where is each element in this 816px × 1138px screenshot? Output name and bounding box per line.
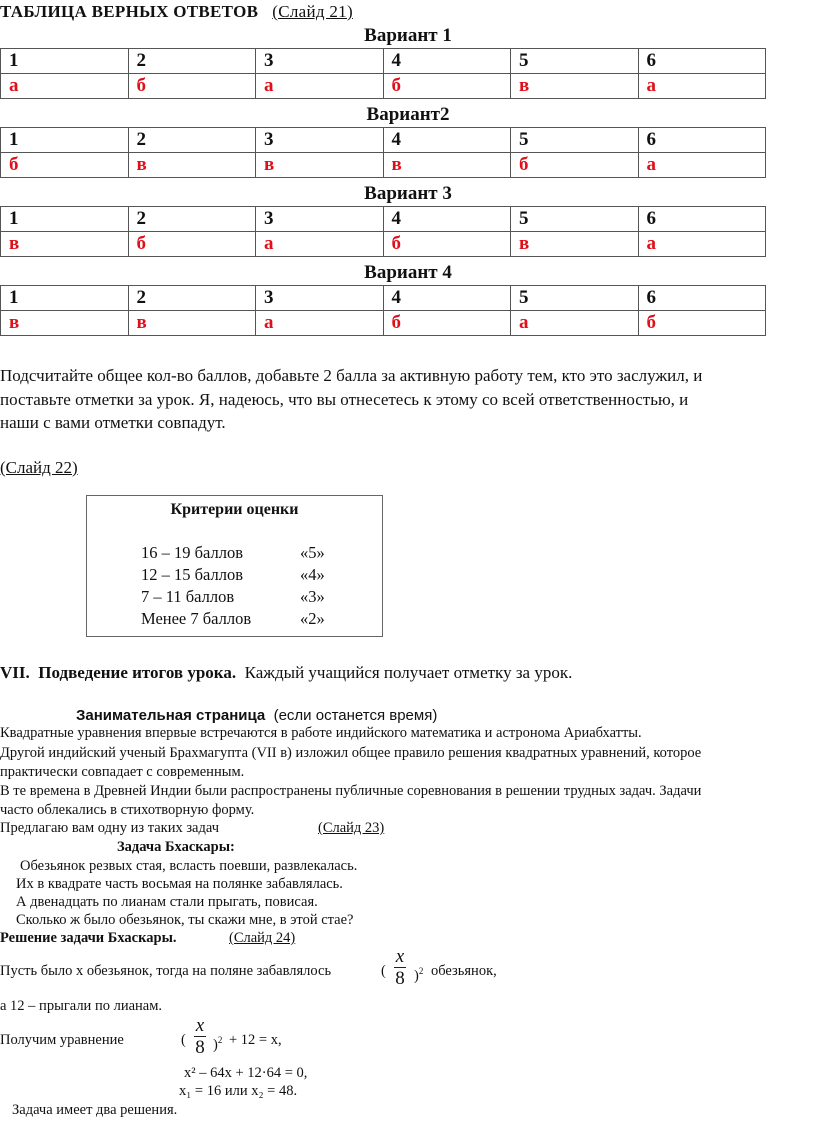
answer-cell: а [1,74,129,99]
fraction-denominator: 8 [195,1037,205,1058]
slide-21-link: (Слайд 21) [272,2,353,21]
solution-conclusion: Задача имеет два решения. [12,1102,178,1118]
question-cell: 6 [638,286,766,311]
answer-cell: а [256,232,384,257]
section-7 [0,663,572,683]
poem-line: А двенадцать по лианам стали прыгать, повисая. [16,894,318,910]
answer-row [1,232,766,257]
answer-cell: в [1,232,129,257]
fraction-denominator: 8 [395,968,405,989]
variant-2-heading: Вариант2 [366,104,450,125]
paren-close-squared: )$^2$ [213,1035,223,1053]
paren-open: ( [181,1032,186,1048]
question-row [1,128,766,153]
question-cell: 5 [511,128,639,153]
criteria-range: 16 – 19 баллов [141,543,243,562]
fun-page-heading: Занимательная страница [76,707,266,724]
grading-criteria-box [86,495,383,637]
instructions-line-3: наши с вами отметки совпадут. [0,413,226,432]
answer-cell: а [638,232,766,257]
question-cell: 5 [511,286,639,311]
fun-page-offer: Предлагаю вам одну из таких задач [0,820,220,836]
criteria-range: 12 – 15 баллов [141,565,243,584]
question-cell: 4 [383,286,511,311]
question-cell: 1 [1,128,129,153]
slide-23-link: (Слайд 23) [318,820,385,836]
slide-24-link: (Слайд 24) [229,930,296,946]
fraction-x-over-8 [392,947,408,990]
answer-cell: а [638,153,766,178]
question-cell: 4 [383,207,511,232]
answer-cell: б [1,153,129,178]
question-cell: 1 [1,207,129,232]
criteria-grade: «5» [300,543,325,562]
solution-line-2: а 12 – прыгали по лианам. [0,998,163,1014]
question-row [1,49,766,74]
criteria-range: 7 – 11 баллов [141,587,235,606]
question-cell: 6 [638,207,766,232]
variant-4-table [0,285,766,336]
answer-cell: б [128,74,256,99]
solution-line-1: Пусть было х обезьянок, тогда на поляне забавлялось [0,963,332,979]
question-cell: 6 [638,49,766,74]
question-cell: 4 [383,128,511,153]
answer-cell: б [511,153,639,178]
problem-heading: Задача Бхаскары: [117,839,235,855]
fun-page-line: часто облекались в стихотворную форму. [0,802,255,818]
question-cell: 3 [256,49,384,74]
answer-cell: в [383,153,511,178]
fun-page-line: В те времена в Древней Индии были распространены публичные соревнования в решении трудных задач. Задачи [0,783,702,799]
question-cell: 5 [511,49,639,74]
fraction-x-over-8 [192,1016,208,1059]
answer-cell: в [511,232,639,257]
slide-22-link: (Слайд 22) [0,458,78,477]
criteria-grade: «2» [300,609,325,628]
question-cell: 3 [256,286,384,311]
fun-page-line: практически совпадает с современным. [0,764,245,780]
answer-cell: в [1,311,129,336]
poem-line: Обезьянок резвых стая, всласть поевши, развлекалась. [20,858,358,874]
variant-3-heading: Вариант 3 [364,183,452,204]
answer-cell: в [256,153,384,178]
equation-rest: + 12 = x, [229,1032,282,1048]
answer-cell: б [128,232,256,257]
answer-row [1,74,766,99]
criteria-range: Менее 7 баллов [141,609,252,628]
answer-cell: б [383,232,511,257]
instructions-line-1: Подсчитайте общее кол-во баллов, добавьте 2 балла за активную работу тем, кто это заслужил, и [0,366,703,385]
question-cell: 2 [128,49,256,74]
fun-page-line: Квадратные уравнения впервые встречаются в работе индийского математика и астронома Ариабхатты. [0,725,642,741]
question-cell: 4 [383,49,511,74]
fraction-numerator: x [395,946,405,967]
answer-cell: а [256,311,384,336]
question-cell: 1 [1,286,129,311]
variant-4-heading: Вариант 4 [364,262,452,283]
question-cell: 5 [511,207,639,232]
answer-cell: б [383,74,511,99]
answer-cell: б [383,311,511,336]
question-cell: 2 [128,207,256,232]
question-cell: 1 [1,49,129,74]
criteria-heading: Критерии оценки [170,501,299,518]
title-text: ТАБЛИЦА ВЕРНЫХ ОТВЕТОВ [0,2,259,21]
equation-line-2: x² – 64x + 12·64 = 0, [184,1065,308,1081]
answer-cell: б [638,311,766,336]
poem-line: Сколько ж было обезьянок, ты скажи мне, в этой стае? [16,912,354,928]
paren-open: ( [381,963,386,979]
answer-cell: в [511,74,639,99]
answer-cell: в [128,311,256,336]
answer-cell: а [511,311,639,336]
paren-close-squared: )$^2$ [414,966,424,984]
question-cell: 3 [256,207,384,232]
variant-3-table [0,206,766,257]
equation-label: Получим уравнение [0,1032,124,1048]
question-cell: 2 [128,286,256,311]
answer-cell: а [638,74,766,99]
section-text: Каждый учащийся получает отметку за урок. [244,663,573,682]
instructions-line-2: поставьте отметки за урок. Я, надеюсь, что вы отнесетесь к этому со всей ответственностью, и [0,390,689,409]
answer-cell: а [256,74,384,99]
question-cell: 2 [128,128,256,153]
question-cell: 6 [638,128,766,153]
answer-row [1,153,766,178]
variant-1-heading: Вариант 1 [364,25,452,46]
section-number: VII. [0,663,30,682]
variant-1-table [0,48,766,99]
criteria-grade: «4» [300,565,325,584]
fun-page-heading-row [76,707,437,724]
fraction-numerator: x [195,1015,205,1036]
poem-line: Их в квадрате часть восьмая на полянке забавлялась. [16,876,343,892]
criteria-grade: «3» [300,587,325,606]
answer-cell: в [128,153,256,178]
fun-page-line: Другой индийский ученый Брахмагупта (VII в) изложил общее правило решения квадратных уравнений, которое [0,745,702,761]
question-cell: 3 [256,128,384,153]
answer-row [1,311,766,336]
equation-line-3: x₁ = 16 или x₂ = 48. [179,1083,298,1099]
variant-2-table [0,127,766,178]
section-heading: Подведение итогов урока. [38,663,237,682]
question-row [1,286,766,311]
solution-line-1-end: обезьянок, [431,963,497,979]
question-row [1,207,766,232]
solution-heading: Решение задачи Бхаскары. [0,930,177,946]
page-title [0,2,353,22]
fun-page-note: (если останется время) [273,707,438,724]
